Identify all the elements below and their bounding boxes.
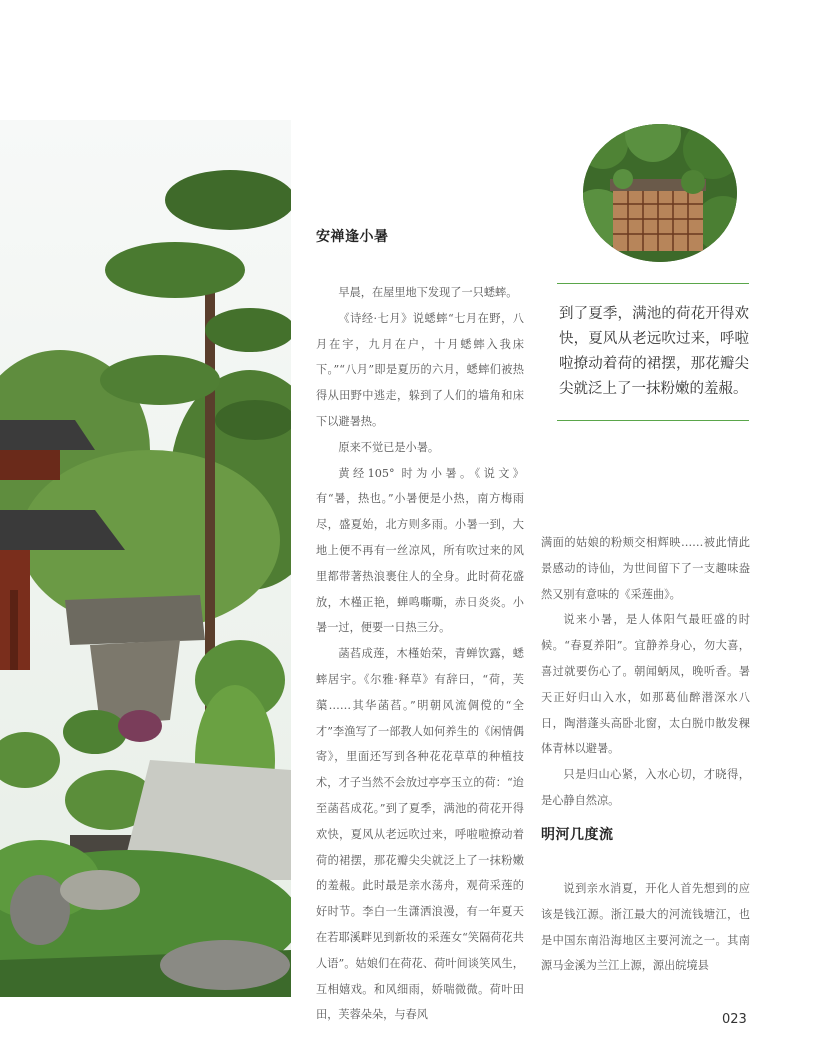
article-paragraph: 《诗经·七月》说蟋蟀“七月在野，八月在宇，九月在户，十月蟋蟀入我床下。”“八月”即是夏历的六月，蟋蟀们被热得从田野中逃走，躲到了人们的墙角和床下以避暑热。 (316, 311, 524, 428)
pull-quote-text: 到了夏季，满池的荷花开得欢快，夏风从老远吹过来，呼啦啦撩动着荷的裙摆，那花瓣尖尖就泛上了一抹粉嫩的羞赧。 (559, 306, 749, 397)
ivy-window-photo (583, 124, 737, 262)
article-body-column-2 (541, 530, 750, 814)
pull-quote (557, 283, 749, 421)
article-paragraph: 早晨，在屋里地下发现了一只蟋蟀。 (338, 286, 518, 299)
section-title: 明河几度流 (541, 827, 614, 843)
article-paragraph: 说来小暑，是人体阳气最旺盛的时候。“春夏养阳”。宜静养身心，勿大喜，喜过就要伤心了。朝闻蛃凤，晚听香。暑天正好归山入水，如那葛仙醉潜深水八日，陶潜蓬头高卧北窗，太白脱巾散发稞体青林以避暑。 (541, 613, 750, 756)
article-paragraph: 原来不觉已是小暑。 (338, 440, 440, 454)
garden-photo (0, 120, 291, 997)
article-title: 安禅逢小暑 (316, 229, 389, 245)
article-paragraph: 菡萏成莲，木槿始荣，青蝉饮露，蟋蟀居宇。《尔雅·释草》有辞曰，“荷，芙蕖……其华菡萏。”明朝风流倜傥的“全才”李渔写了一部教人如何养生的《闲情偶寄》，里面还写到各种花花草草的种植技术，才子当然不会放过亭亭玉立的荷：“迨至菡萏成花。”到了夏季，满池的荷花开得欢快，夏风从老远吹过来，呼啦啦撩动着荷的裙摆，那花瓣尖尖就泛上了一抹粉嫩的羞赧。此时最是亲水荡舟，观荷采莲的好时节。李白一生潇洒浪漫，有一年夏天在若耶溪畔见到新妆的采莲女“笑隔荷花共人语”。姑娘们在荷花、荷叶间谈笑风生，互相嬉戏。和风细雨，娇喘微微。荷叶田田，芙蓉朵朵，与春风 (316, 647, 524, 1022)
page-number: 023 (722, 1012, 747, 1027)
article-paragraph: 说到亲水消夏，开化人首先想到的应该是钱江源。浙江最大的河流钱塘江，也是中国东南沿海地区主要河流之一。其南源马金溪为兰江上源，源出皖境县 (541, 882, 750, 973)
article-paragraph: 满面的姑娘的粉颊交相辉映……被此情此景感动的诗仙，为世间留下了一支趣味盎然又别有意味的《采莲曲》。 (541, 536, 750, 601)
article-paragraph: 黄经105° 时为小暑。《说文》有“暑，热也。”小暑便是小热，南方梅雨尽，盛夏始，北方则多雨。小暑一到，大地上便不再有一丝凉风，所有吹过来的风里都带著热浪裹住人的全身。此时荷花盛放，木槿正艳，蝉鸣嘶嘶，赤日炎炎。小暑一过，便要一日热三分。 (316, 466, 524, 635)
article-body-column-1 (316, 280, 524, 1028)
article-paragraph: 只是归山心紧，入水心切，才晓得，是心静自然凉。 (541, 768, 750, 807)
section-body (541, 876, 750, 979)
